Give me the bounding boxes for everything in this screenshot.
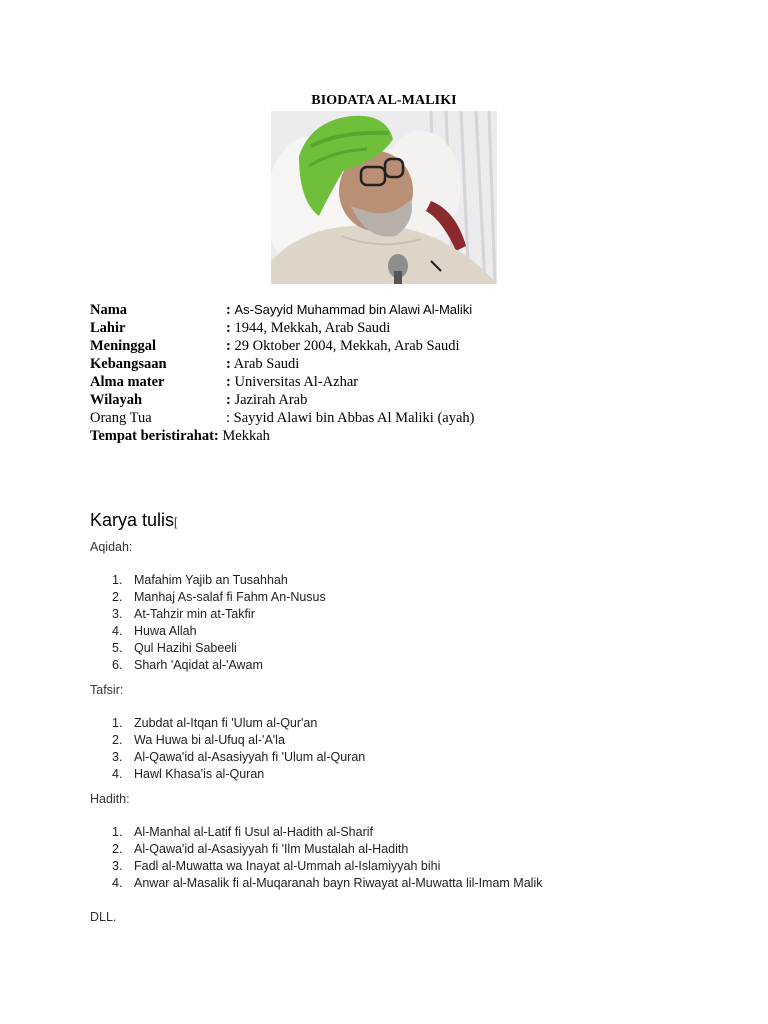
list-item: 5. Qul Hazihi Sabeeli (112, 641, 237, 655)
list-hadith (112, 824, 542, 892)
bio-value: 29 Oktober 2004, Mekkah, Arab Saudi (234, 338, 460, 354)
separator: : (226, 338, 231, 354)
bio-label: Wilayah (90, 392, 143, 408)
bio-value: 1944, Mekkah, Arab Saudi (234, 320, 391, 336)
bio-label: Nama (90, 302, 128, 318)
bio-row-meninggal (90, 337, 460, 355)
works-heading-bracket: [ (174, 515, 178, 529)
bio-row-alma-mater (90, 373, 359, 391)
bio-row-nama (90, 301, 473, 319)
section-label-aqidah: Aqidah: (90, 540, 133, 554)
separator: : (226, 374, 231, 390)
list-item: 6. Sharh 'Aqidat al-'Awam (112, 658, 263, 672)
list-tafsir (112, 715, 365, 783)
bio-value: Universitas Al-Azhar (234, 374, 359, 390)
bio-label: Lahir (90, 320, 126, 336)
portrait-photo (271, 111, 497, 284)
list-item: 2. Manhaj As-salaf fi Fahm An-Nusus (112, 590, 326, 604)
bio-value: As-Sayyid Muhammad bin Alawi Al-Maliki (234, 302, 473, 317)
biodata-list (90, 301, 475, 445)
bio-label: Meninggal (90, 338, 157, 354)
list-aqidah (112, 572, 326, 674)
bio-value: Sayyid Alawi bin Abbas Al Maliki (ayah) (233, 410, 475, 426)
bio-row-wilayah (90, 391, 308, 409)
list-item: 2. Wa Huwa bi al-Ufuq al-'A'la (112, 733, 285, 747)
separator: : (226, 356, 231, 372)
bio-label: Tempat beristirahat: (90, 428, 219, 444)
document-title: BIODATA AL-MALIKI (311, 93, 457, 108)
bio-label: Alma mater (90, 374, 165, 390)
section-label-hadith: Hadith: (90, 792, 130, 806)
bio-value: Arab Saudi (233, 356, 300, 372)
bio-label: Kebangsaan (90, 356, 167, 372)
bio-row-kebangsaan (90, 355, 300, 373)
bio-row-tempat-beristirahat (90, 427, 270, 445)
list-item: 3. Al-Qawa'id al-Asasiyyah fi 'Ulum al-Quran (112, 750, 366, 764)
footer-note: DLL. (90, 910, 117, 924)
list-item: 1. Al-Manhal al-Latif fi Usul al-Hadith al-Sharif (112, 825, 373, 839)
list-item: 4. Huwa Allah (112, 624, 197, 638)
separator: : (226, 392, 231, 408)
bio-value: Jazirah Arab (234, 392, 308, 408)
list-item: 1. Zubdat al-Itqan fi 'Ulum al-Qur'an (112, 716, 318, 730)
list-item: 2. Al-Qawa'id al-Asasiyyah fi 'Ilm Mustalah al-Hadith (112, 842, 409, 856)
list-item: 3. Fadl al-Muwatta wa Inayat al-Ummah al-Islamiyyah bihi (112, 859, 441, 873)
list-item: 4. Hawl Khasa'is al-Quran (112, 767, 265, 781)
list-item: 4. Anwar al-Masalik fi al-Muqaranah bayn Riwayat al-Muwatta lil-Imam Malik (112, 876, 543, 890)
list-item: 1. Mafahim Yajib an Tusahhah (112, 573, 288, 587)
list-item: 3. At-Tahzir min at-Takfir (112, 607, 255, 621)
bio-label: Orang Tua (90, 410, 152, 426)
separator: : (226, 320, 231, 336)
bio-value: Mekkah (222, 428, 270, 444)
section-label-tafsir: Tafsir: (90, 683, 124, 697)
separator: : (226, 302, 231, 318)
separator: : (226, 410, 231, 426)
bio-row-orang-tua (90, 409, 475, 427)
works-heading (90, 510, 177, 531)
works-heading-text: Karya tulis (90, 510, 175, 530)
bio-row-lahir (90, 319, 391, 337)
